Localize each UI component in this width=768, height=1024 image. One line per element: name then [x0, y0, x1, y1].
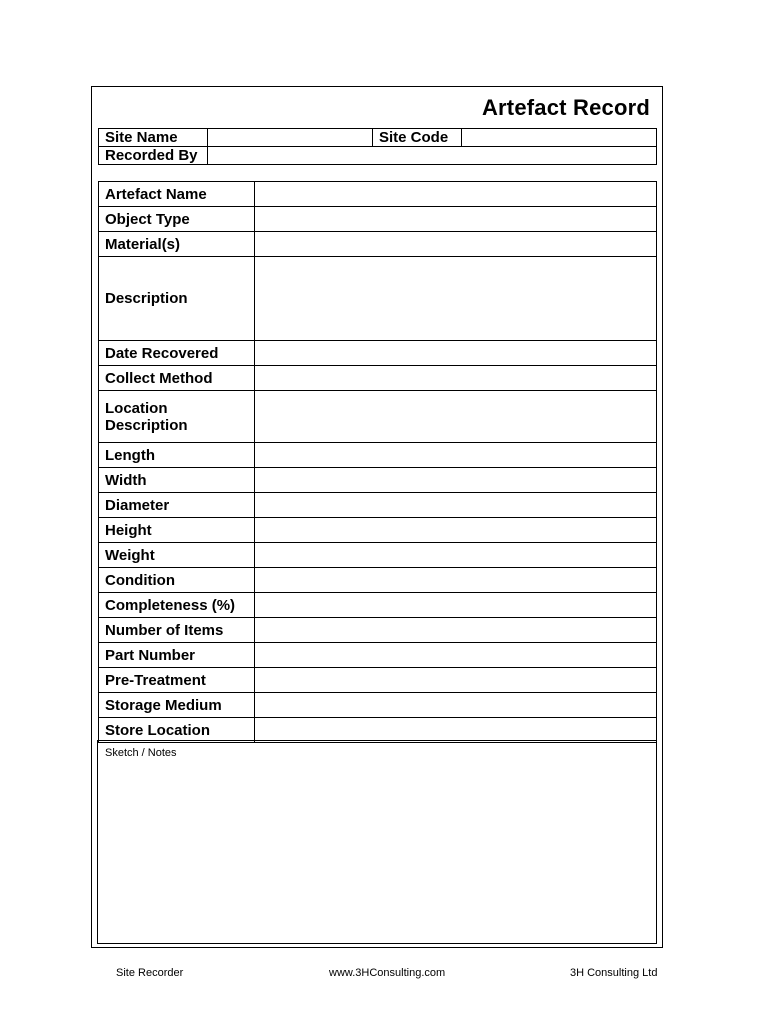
field-row — [99, 468, 657, 493]
field-row — [99, 693, 657, 718]
description-label: Description — [99, 257, 255, 341]
sketch-notes-label: Sketch / Notes — [105, 747, 177, 759]
storage-medium-label: Storage Medium — [99, 693, 255, 718]
field-row — [99, 391, 657, 443]
field-row — [99, 668, 657, 693]
recorded-by-field[interactable] — [208, 147, 657, 165]
field-row — [99, 341, 657, 366]
date-recovered-field[interactable] — [255, 341, 657, 366]
storage-medium-field[interactable] — [255, 693, 657, 718]
collect-method-field[interactable] — [255, 366, 657, 391]
fields-body — [99, 182, 657, 743]
material-s-label: Material(s) — [99, 232, 255, 257]
collect-method-label: Collect Method — [99, 366, 255, 391]
part-number-field[interactable] — [255, 643, 657, 668]
number-of-items-label: Number of Items — [99, 618, 255, 643]
field-row — [99, 182, 657, 207]
description-field[interactable] — [255, 257, 657, 341]
completeness-field[interactable] — [255, 593, 657, 618]
recorded-by-label: Recorded By — [99, 147, 208, 165]
field-row — [99, 366, 657, 391]
pre-treatment-label: Pre-Treatment — [99, 668, 255, 693]
material-s-field[interactable] — [255, 232, 657, 257]
completeness-label: Completeness (%) — [99, 593, 255, 618]
sketch-notes-area[interactable] — [97, 740, 657, 944]
condition-label: Condition — [99, 568, 255, 593]
object-type-field[interactable] — [255, 207, 657, 232]
field-row — [99, 493, 657, 518]
store-location-label: Store Location — [99, 718, 255, 743]
location-description-field[interactable] — [255, 391, 657, 443]
weight-field[interactable] — [255, 543, 657, 568]
number-of-items-field[interactable] — [255, 618, 657, 643]
field-row — [99, 257, 657, 341]
height-field[interactable] — [255, 518, 657, 543]
weight-label: Weight — [99, 543, 255, 568]
site-name-field[interactable] — [208, 129, 373, 147]
site-row — [99, 129, 657, 147]
diameter-label: Diameter — [99, 493, 255, 518]
part-number-label: Part Number — [99, 643, 255, 668]
field-row — [99, 568, 657, 593]
location-description-label: Location Description — [99, 391, 255, 443]
store-location-field[interactable] — [255, 718, 657, 743]
site-info-table — [98, 128, 657, 165]
field-row — [99, 593, 657, 618]
pre-treatment-field[interactable] — [255, 668, 657, 693]
field-row — [99, 618, 657, 643]
height-label: Height — [99, 518, 255, 543]
page-title: Artefact Record — [481, 95, 650, 120]
footer-website: www.3HConsulting.com — [329, 967, 446, 979]
site-code-field[interactable] — [462, 129, 657, 147]
field-row — [99, 718, 657, 743]
field-row — [99, 232, 657, 257]
date-recovered-label: Date Recovered — [99, 341, 255, 366]
field-row — [99, 207, 657, 232]
object-type-label: Object Type — [99, 207, 255, 232]
footer-left: Site Recorder — [116, 967, 184, 979]
length-label: Length — [99, 443, 255, 468]
artefact-fields-table — [98, 181, 657, 743]
record-form — [91, 86, 663, 948]
width-field[interactable] — [255, 468, 657, 493]
condition-field[interactable] — [255, 568, 657, 593]
field-row — [99, 443, 657, 468]
artefact-name-label: Artefact Name — [99, 182, 255, 207]
footer-company: 3H Consulting Ltd — [570, 967, 658, 979]
length-field[interactable] — [255, 443, 657, 468]
field-row — [99, 518, 657, 543]
artefact-name-field[interactable] — [255, 182, 657, 207]
field-row — [99, 543, 657, 568]
recorded-by-row — [99, 147, 657, 165]
field-row — [99, 643, 657, 668]
width-label: Width — [99, 468, 255, 493]
site-code-label: Site Code — [373, 129, 462, 147]
site-name-label: Site Name — [99, 129, 208, 147]
diameter-field[interactable] — [255, 493, 657, 518]
